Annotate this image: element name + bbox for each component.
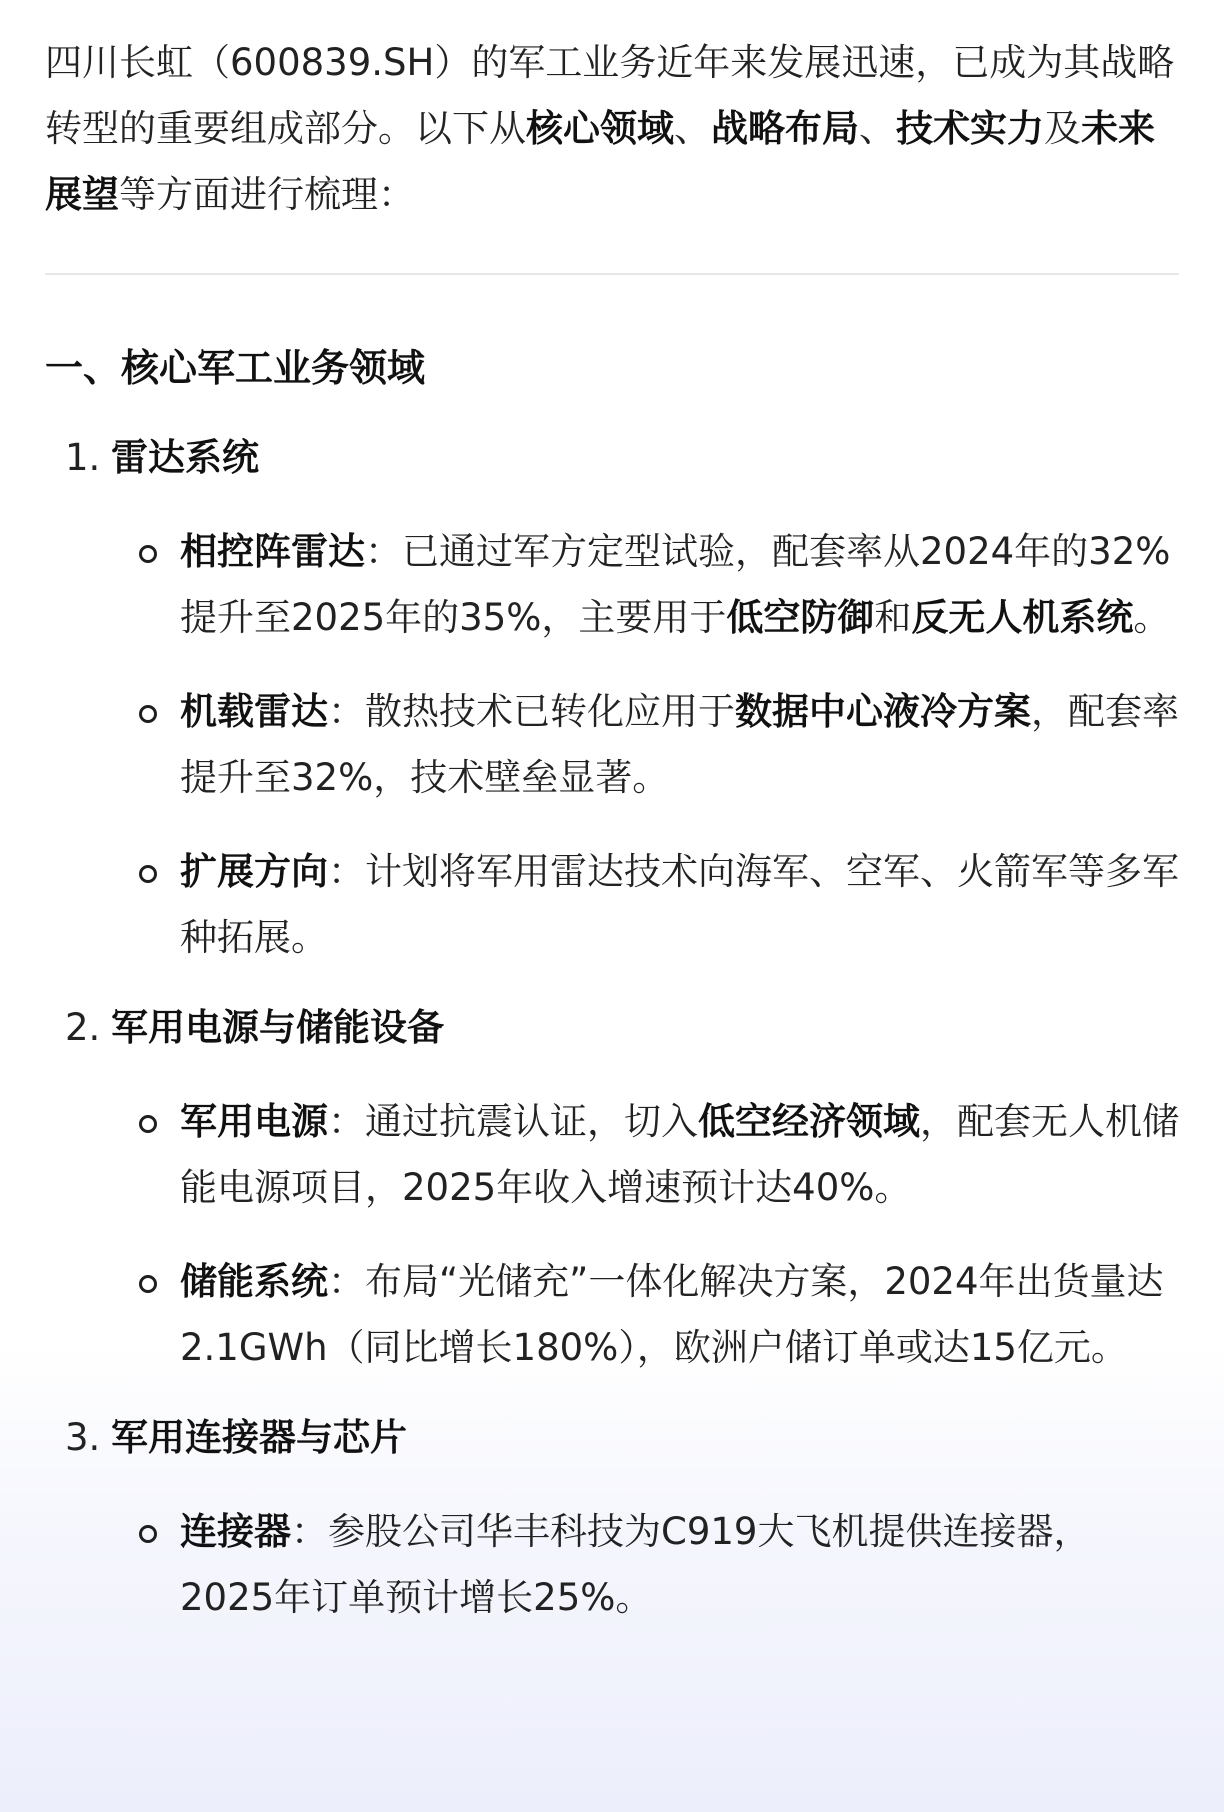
bullet-circle-icon bbox=[139, 1275, 157, 1293]
list-group-title: 雷达系统 bbox=[111, 436, 259, 479]
intro-text: 及 bbox=[1044, 107, 1081, 150]
list-group-title: 军用电源与储能设备 bbox=[111, 1006, 444, 1049]
item-lead: 相控阵雷达 bbox=[180, 530, 365, 573]
intro-bold-strategy: 战略布局 bbox=[711, 107, 859, 150]
section-heading: 一、核心军工业务领域 bbox=[45, 346, 426, 390]
list-item bbox=[45, 1249, 1180, 1381]
item-text: ：参股公司华丰科技为C919大飞机提供连接器，2025年订单预计增长25%。 bbox=[180, 1510, 1091, 1619]
item-text: ：已通过军方定型试验，配套率从2024年的32%提升至2025年的35%，主要用于 bbox=[180, 530, 1171, 639]
item-text: 和 bbox=[874, 596, 912, 639]
list-group-heading bbox=[65, 995, 1179, 1061]
item-bold: 低空防御 bbox=[726, 596, 875, 639]
intro-text: 等方面进行梳理： bbox=[119, 173, 415, 216]
bullet-circle-icon bbox=[139, 705, 157, 723]
bullet-circle-icon bbox=[139, 865, 157, 883]
bullet-list bbox=[45, 519, 1179, 971]
intro-bold-outlook: 未来展望 bbox=[45, 107, 1155, 216]
list-group-heading bbox=[65, 1405, 1179, 1471]
list-item bbox=[45, 679, 1180, 811]
list-item bbox=[45, 519, 1180, 651]
intro-paragraph bbox=[45, 30, 1179, 228]
item-lead: 军用电源 bbox=[180, 1100, 328, 1143]
item-text: ：通过抗震认证，切入 bbox=[328, 1100, 698, 1143]
list-group-heading bbox=[65, 425, 1179, 491]
list-group-title: 军用连接器与芯片 bbox=[111, 1416, 407, 1459]
list-item bbox=[45, 1089, 1180, 1221]
intro-sep: 、 bbox=[674, 107, 711, 150]
horizontal-divider bbox=[45, 273, 1179, 275]
item-bold: 反无人机系统 bbox=[911, 596, 1134, 639]
list-item bbox=[45, 1499, 1180, 1631]
item-text: ，配套率提升至32%，技术壁垒显著。 bbox=[180, 690, 1179, 799]
list-item bbox=[45, 839, 1180, 971]
item-text: ，配套无人机储能电源项目，2025年收入增速预计达40%。 bbox=[180, 1100, 1179, 1209]
intro-sep: 、 bbox=[859, 107, 896, 150]
bullet-list bbox=[45, 1499, 1179, 1631]
item-bold: 数据中心液冷方案 bbox=[735, 690, 1031, 733]
item-bold: 低空经济领域 bbox=[698, 1100, 920, 1143]
list-number: 2. bbox=[65, 1006, 101, 1049]
intro-bold-tech: 技术实力 bbox=[896, 107, 1044, 150]
item-lead: 机载雷达 bbox=[180, 690, 328, 733]
bullet-list bbox=[45, 1089, 1179, 1381]
item-text: ：计划将军用雷达技术向海军、空军、火箭军等多军种拓展。 bbox=[180, 850, 1179, 959]
item-lead: 扩展方向 bbox=[180, 850, 328, 893]
item-lead: 连接器 bbox=[180, 1510, 291, 1553]
item-lead: 储能系统 bbox=[180, 1260, 328, 1303]
bullet-circle-icon bbox=[139, 1115, 157, 1133]
list-number: 1. bbox=[65, 436, 101, 479]
item-text: 。 bbox=[1133, 596, 1171, 639]
bullet-circle-icon bbox=[139, 1525, 157, 1543]
bullet-circle-icon bbox=[139, 545, 157, 563]
intro-bold-core: 核心领域 bbox=[526, 107, 674, 150]
item-text: ：布局“光储充”一体化解决方案，2024年出货量达2.1GWh（同比增长180%），欧洲户储订单或达15亿元。 bbox=[180, 1260, 1164, 1369]
list-number: 3. bbox=[65, 1416, 101, 1459]
item-text: ：散热技术已转化应用于 bbox=[328, 690, 735, 733]
intro-text: 四川长虹（600839.SH）的军工业务近年来发展迅速，已成为其战略转型的重要组成部分。以下从 bbox=[45, 41, 1175, 150]
